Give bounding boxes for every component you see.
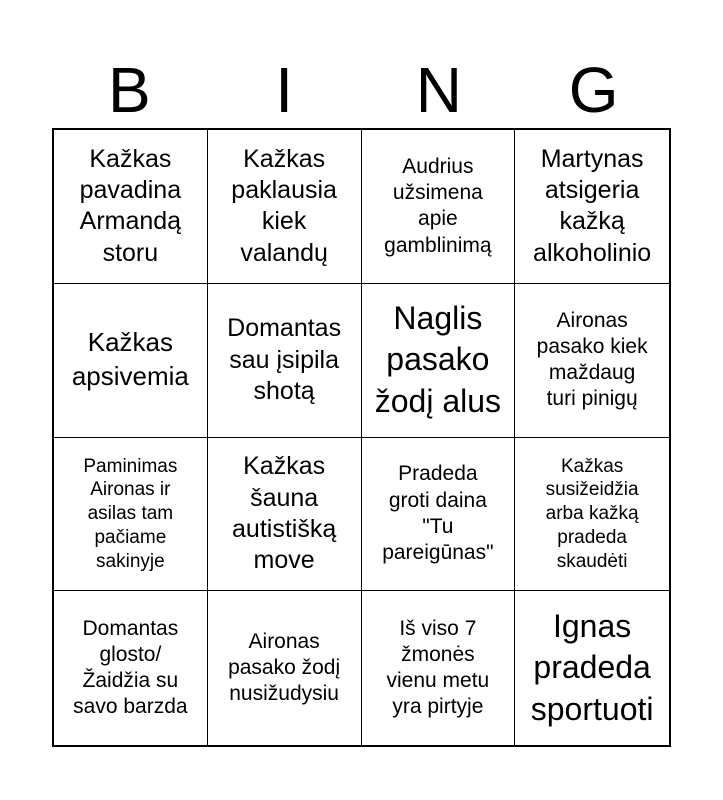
bingo-cell-text: Kažkas pavadina Armandą storu bbox=[79, 144, 182, 267]
bingo-cell-text: Domantas glosto/ Žaidžia su savo barzda bbox=[73, 616, 188, 719]
bingo-cell-text: Paminimas Aironas ir asilas tam pačiame sakinyje bbox=[83, 455, 178, 572]
bingo-cell[interactable] bbox=[362, 130, 516, 284]
header-letter-g: G bbox=[568, 54, 619, 126]
bingo-cell-text: Aironas pasako kiek maždaug turi pinigų bbox=[536, 308, 648, 411]
bingo-cell[interactable] bbox=[515, 591, 669, 745]
bingo-cell[interactable] bbox=[208, 438, 362, 592]
bingo-cell[interactable] bbox=[362, 284, 516, 438]
bingo-cell-text: Naglis pasako žodį alus bbox=[374, 299, 502, 419]
bingo-cell-text: Kažkas susižeidžia arba kažką pradeda skaudėti bbox=[545, 455, 639, 572]
bingo-header bbox=[52, 52, 671, 128]
bingo-cell-text: Aironas pasako žodį nusižudysiu bbox=[228, 629, 341, 706]
bingo-cell-text: Audrius užsimena apie gamblinimą bbox=[384, 154, 492, 257]
bingo-cell-text: Martynas atsigeria kažką alkoholinio bbox=[533, 144, 652, 267]
header-letter-i: I bbox=[275, 54, 294, 126]
header-letter-n: N bbox=[415, 54, 462, 126]
bingo-cell[interactable] bbox=[362, 438, 516, 592]
bingo-cell-text: Domantas sau įsipila shotą bbox=[227, 314, 342, 405]
bingo-cell[interactable] bbox=[208, 130, 362, 284]
bingo-cell-text: Pradeda groti daina "Tu pareigūnas" bbox=[382, 462, 494, 565]
bingo-cell[interactable] bbox=[515, 130, 669, 284]
bingo-cell[interactable] bbox=[208, 284, 362, 438]
bingo-cell[interactable] bbox=[54, 438, 208, 592]
bingo-cell-text: Ignas pradeda sportuoti bbox=[530, 607, 654, 727]
bingo-cell[interactable] bbox=[362, 591, 516, 745]
bingo-cell[interactable] bbox=[54, 284, 208, 438]
bingo-grid bbox=[52, 128, 671, 747]
bingo-cell-text: Iš viso 7 žmonės vienu metu yra pirtyje bbox=[386, 616, 490, 719]
header-letter-b: B bbox=[108, 54, 151, 126]
bingo-cell-text: Kažkas apsivemia bbox=[71, 327, 189, 392]
bingo-cell[interactable] bbox=[515, 438, 669, 592]
bingo-cell-text: Kažkas paklausia kiek valandų bbox=[231, 144, 337, 267]
bingo-cell[interactable] bbox=[54, 591, 208, 745]
bingo-cell[interactable] bbox=[515, 284, 669, 438]
bingo-cell[interactable] bbox=[54, 130, 208, 284]
bingo-cell-text: Kažkas šauna autistišką move bbox=[232, 452, 337, 575]
bingo-cell[interactable] bbox=[208, 591, 362, 745]
